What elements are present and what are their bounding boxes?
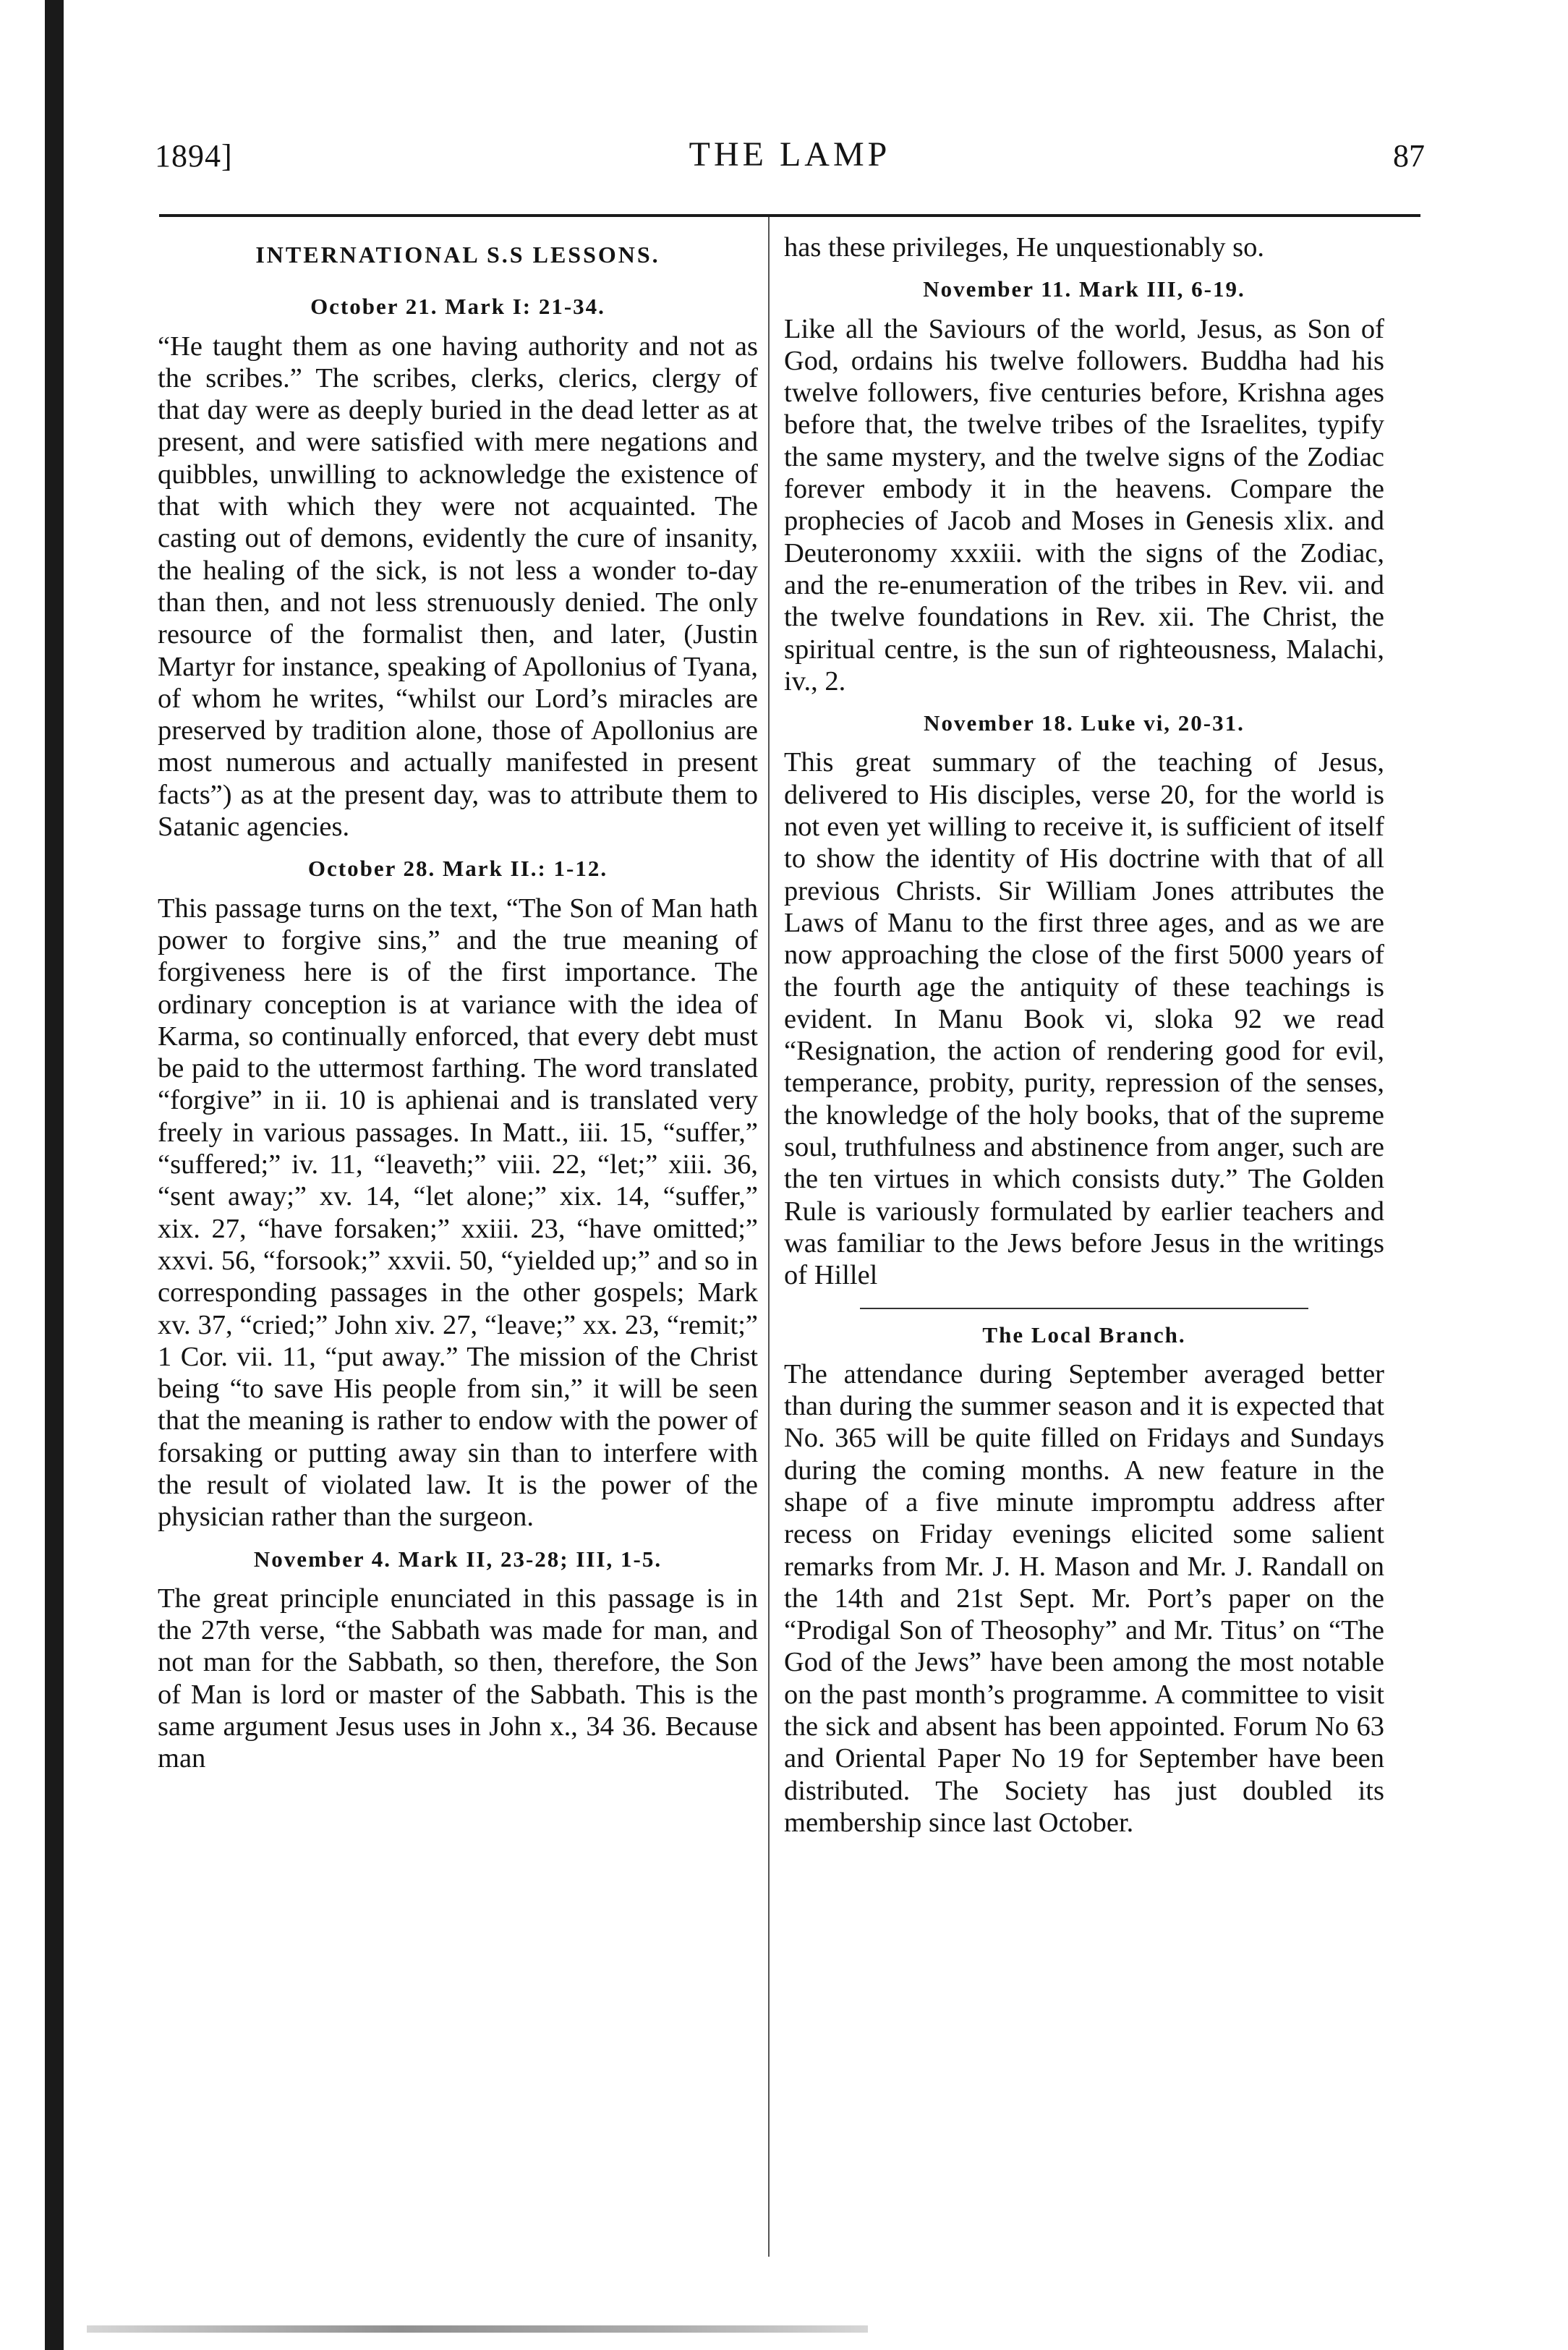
right-column: [784, 231, 1384, 1844]
lesson-body: This great summary of the teaching of Jesus, delivered to His disciples, verse 20, for the world is not even yet willing to receive it, is sufficient of itself to show the identity of His doctrine with that of all previous Christs. Sir William Jones attributes the Laws of Manu to the first three ages, and as we are now approaching the close of the first 5000 years of the fourth age the antiquity of these teachings is evident. In Manu Book vi, sloka 92 we read “Resignation, the action of rendering good for evil, temperance, probity, purity, repression of the senses, the knowledge of the holy books, that of the supreme soul, truthfulness and abstinence from anger, such are the ten virtues in which consists duty.” The Golden Rule is variously formulated by earlier teachers and was familiar to the Jews before Jesus in the writings of Hillel: [784, 747, 1384, 1291]
lesson-body: The great principle enunciated in this passage is in the 27th verse, “the Sabbath was made for man, and not man for the Sabbath, so then, therefore, the Son of Man is lord or master of the Sabbath. This is the same argument Jesus uses in John x., 34 36. Because man: [158, 1583, 758, 1774]
section-heading: INTERNATIONAL S.S LESSONS.: [255, 242, 660, 268]
page-edge-shadow: [45, 0, 64, 2350]
lesson-body-continued: has these privileges, He unquestionably so.: [784, 232, 1264, 263]
column-divider: [768, 217, 770, 2257]
lesson-title: October 28. Mark II.: 1-12.: [307, 856, 608, 882]
page-header: [155, 124, 1425, 182]
section-rule: [860, 1308, 1308, 1309]
left-column: [158, 231, 758, 1781]
lesson-body: This passage turns on the text, “The Son of Man hath power to forgive sins,” and the true meaning of forgiveness here is of the first importance. The ordinary conception is at variance with the idea of Karma, so continually enforced, that every debt must be paid to the uttermost farthing. The word translated “forgive” in ii. 10 is aphienai and is translated very freely in various passages. In Matt., iii. 15, “suffer,” “suffered;” iv. 11, “leaveth;” viii. 22, “let;” xiii. 36, “sent away;” xv. 14, “let alone;” xix. 14, “suffer,” xix. 27, “have forsaken;” xxiii. 23, “have omitted;” xxvi. 56, “forsook;” xxvii. 50, “yielded up;” and so in corresponding passages in the other gospels; Mark xv. 37, “cried;” John xiv. 27, “leave;” xx. 23, “remit;” 1 Cor. vii. 11, “put away.” The mission of the Christ being “to save His people from sin,” it will be seen that the meaning is rather to endow with the power of forsaking or putting away sin than to interfere with the result of violated law. It is the power of the physician rather than the surgeon.: [158, 893, 758, 1533]
lesson-title: November 11. Mark III, 6-19.: [923, 276, 1245, 302]
header-date: 1894]: [155, 138, 233, 174]
lesson-title: November 18. Luke vi, 20-31.: [924, 710, 1245, 736]
lesson-body: Like all the Saviours of the world, Jesus, as Son of God, ordains his twelve followers. Buddha had his twelve followers, five centuries before, Krishna ages before that, the twelve tribes of the Israelites, typify the same mystery, and the twelve signs of the Zodiac forever embody it in the heavens. Compare the prophecies of Jacob and Moses in Genesis xlix. and Deuteronomy xxxiii. with the signs of the Zodiac, and the re-enumeration of the tribes in Rev. vii. and the twelve foundations in Rev. xii. The Christ, the spiritual centre, is the sun of righteousness, Malachi, iv., 2.: [784, 313, 1384, 697]
journal-title: THE LAMP: [689, 135, 891, 174]
page-number: 87: [1393, 138, 1425, 174]
lesson-body: “He taught them as one having authority and not as the scribes.” The scribes, clerks, clerics, clergy of that day were as deeply buried in the dead letter as at present, and were satisfied with mere negations and quibbles, unwilling to acknowledge the existence of that with which they were not acquainted. The casting out of demons, evidently the cure of insanity, the healing of the sick, is not less a wonder to-day than then, and not less strenuously denied. The only resource of the formalist then, and later, (Justin Martyr for instance, speaking of Apollonius of Tyana, of whom he writes, “whilst our Lord’s miracles are preserved by tradition alone, those of Apollonius are most numerous and actually manifested in present facts”) as at the present day, was to attribute them to Satanic agencies.: [158, 331, 758, 843]
branch-report: The attendance during September averaged better than during the summer season and it is expected that No. 365 will be quite filled on Fridays and Sundays during the coming months. A new feature in the shape of a five minute impromptu address after recess on Friday evenings elicited some salient remarks from Mr. J. H. Mason and Mr. J. Randall on the 14th and 21st Sept. Mr. Port’s paper on the “Prodigal Son of Theosophy” and Mr. Titus’ on “The God of the Jews” have been among the most notable on the past month’s programme. A committee to visit the sick and absent has been appointed. Forum No 63 and Oriental Paper No 19 for September have been distributed. The Society has just doubled its membership since last October.: [784, 1358, 1384, 1838]
lesson-title: October 21. Mark I: 21-34.: [310, 294, 605, 320]
section-title: The Local Branch.: [982, 1321, 1186, 1348]
lesson-title: November 4. Mark II, 23-28; III, 1-5.: [253, 1546, 662, 1572]
header-rule: [159, 214, 1420, 217]
page-bottom-edge: [87, 2325, 868, 2333]
